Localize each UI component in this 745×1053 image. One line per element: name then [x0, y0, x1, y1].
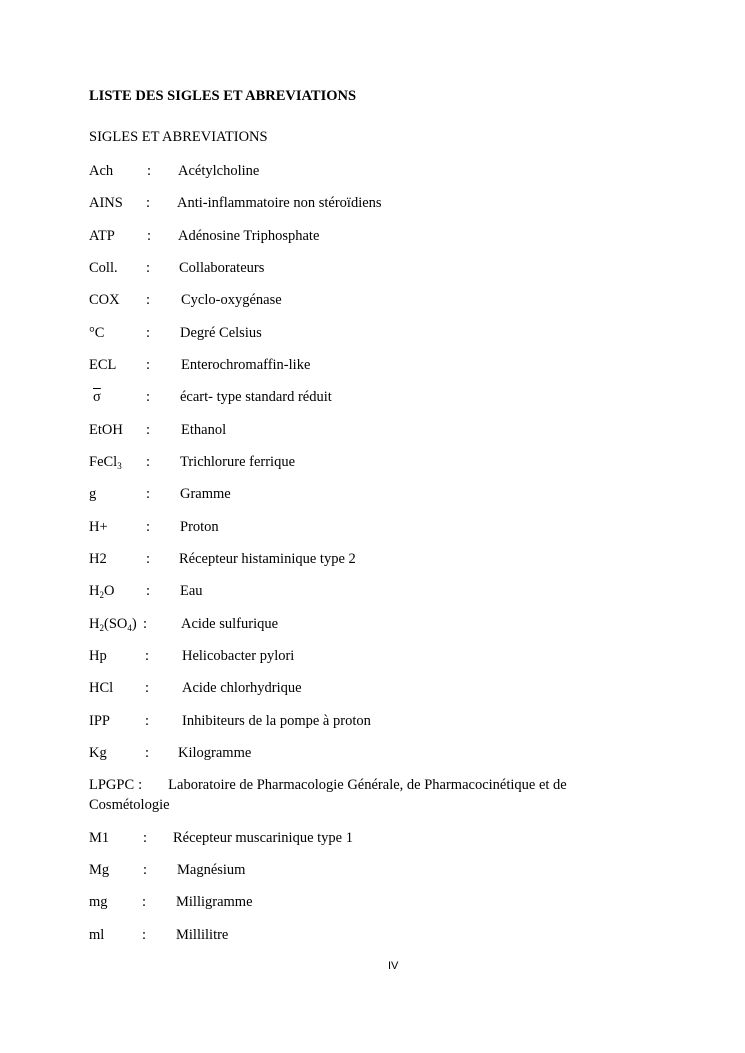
abbreviation: M1 — [89, 830, 110, 846]
definition: Kilogramme — [178, 745, 252, 761]
abbreviation: FeCl$_3$ — [89, 454, 122, 471]
abbreviation: COX — [89, 292, 120, 308]
separator: : — [145, 648, 150, 664]
abbreviation: Mg — [89, 862, 110, 878]
definition: Helicobacter pylori — [182, 648, 295, 664]
definition: Récepteur muscarinique type 1 — [173, 830, 353, 846]
abbreviation: HCl — [89, 680, 114, 696]
abbreviation: H2 — [89, 551, 107, 567]
definition: Adénosine Triphosphate — [178, 228, 320, 244]
page-title: LISTE DES SIGLES ET ABREVIATIONS — [89, 88, 357, 104]
separator: : — [143, 862, 148, 878]
abbreviation: mg — [89, 894, 108, 910]
definition: Enterochromaffin-like — [181, 357, 311, 373]
abbreviation: Ach — [89, 163, 114, 179]
definition: Anti-inflammatoire non stéroïdiens — [177, 195, 382, 211]
abbreviation: $H_2O$ — [89, 583, 115, 600]
abbreviation: °C — [89, 325, 105, 341]
definition: Acétylcholine — [178, 163, 260, 179]
separator: : — [143, 830, 148, 846]
page-number: IV — [388, 960, 399, 972]
separator: : — [146, 519, 151, 535]
separator: : — [146, 551, 151, 567]
definition: Proton — [180, 519, 219, 535]
definition: Eau — [180, 583, 203, 599]
abbreviation: EtOH — [89, 422, 123, 438]
abbreviation: $H_2(SO_4)$ — [89, 616, 137, 633]
separator: : — [143, 616, 148, 632]
abbreviation: ECL — [89, 357, 117, 373]
separator: : — [146, 583, 151, 599]
definition: Gramme — [180, 486, 231, 502]
definition: Milligramme — [176, 894, 253, 910]
abbreviation: Coll. — [89, 260, 118, 276]
separator: : — [146, 260, 151, 276]
separator: : — [138, 777, 143, 793]
definition: Récepteur histaminique type 2 — [179, 551, 356, 567]
definition: écart- type standard réduit — [180, 389, 332, 405]
section-subtitle: SIGLES ET ABREVIATIONS — [89, 129, 268, 145]
separator: : — [146, 195, 151, 211]
separator: : — [142, 927, 147, 943]
definition: Trichlorure ferrique — [180, 454, 296, 470]
definition: Degré Celsius — [180, 325, 262, 341]
abbreviation: Hp — [89, 648, 107, 664]
separator: : — [146, 454, 151, 470]
abbreviation: $\overline{\sigma}$ — [93, 389, 101, 405]
separator: : — [147, 228, 152, 244]
separator: : — [146, 357, 151, 373]
definition: Acide sulfurique — [181, 616, 279, 632]
abbreviation: ATP — [89, 228, 115, 244]
abbreviation: LPGPC — [89, 777, 135, 793]
abbreviation-row — [89, 775, 649, 815]
abbreviation: H+ — [89, 519, 108, 535]
abbreviation: Kg — [89, 745, 107, 761]
definition: Ethanol — [181, 422, 227, 438]
abbreviation: IPP — [89, 713, 110, 729]
definition: Laboratoire de Pharmacologie Générale, de Pharmacocinétique et de Cosmétologie — [89, 777, 567, 813]
definition: Inhibiteurs de la pompe à proton — [182, 713, 371, 729]
separator: : — [146, 422, 151, 438]
separator: : — [146, 389, 151, 405]
separator: : — [145, 745, 150, 761]
separator: : — [145, 713, 150, 729]
separator: : — [142, 894, 147, 910]
definition: Magnésium — [177, 862, 246, 878]
definition: Acide chlorhydrique — [182, 680, 302, 696]
definition: Millilitre — [176, 927, 229, 943]
separator: : — [145, 680, 150, 696]
separator: : — [146, 486, 151, 502]
separator: : — [146, 292, 151, 308]
separator: : — [147, 163, 152, 179]
abbreviation: g — [89, 486, 97, 502]
abbreviation: AINS — [89, 195, 123, 211]
definition: Collaborateurs — [179, 260, 265, 276]
abbreviation: ml — [89, 927, 105, 943]
separator: : — [146, 325, 151, 341]
definition: Cyclo-oxygénase — [181, 292, 282, 308]
